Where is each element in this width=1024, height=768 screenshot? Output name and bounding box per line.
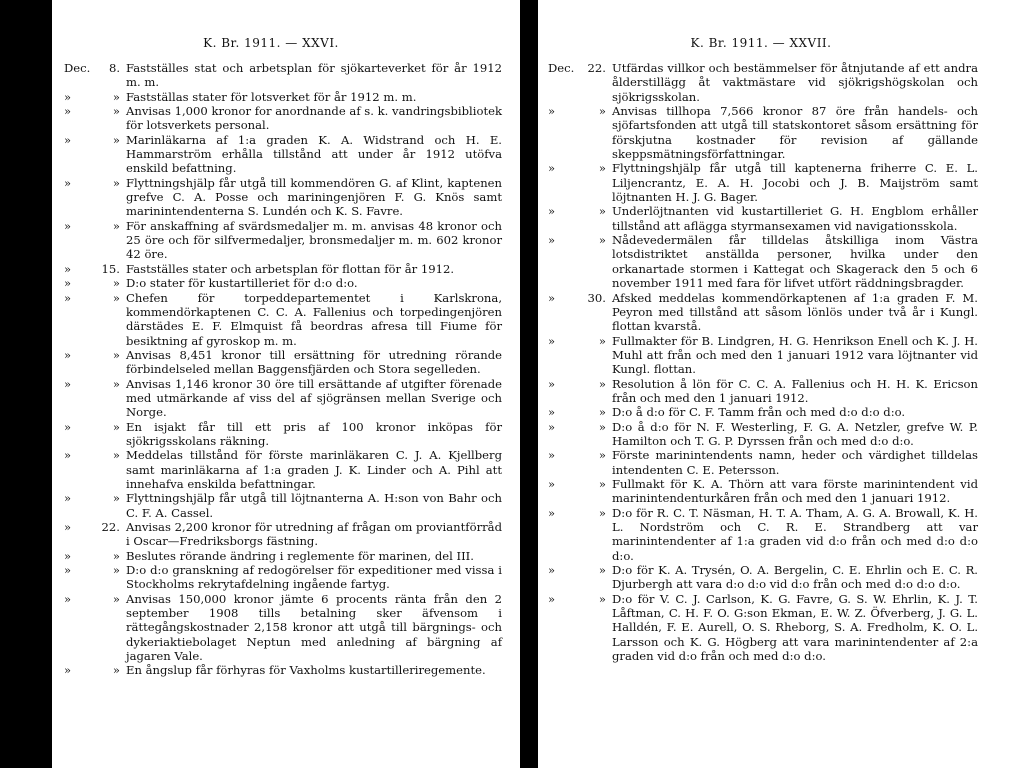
entry-text: Flyttningshjälp får utgå till löjtnanterna A. H:son von Bahr och C. F. A. Cassel. bbox=[126, 491, 502, 520]
entry-day: » bbox=[112, 175, 120, 190]
entry-month: » bbox=[64, 175, 72, 190]
list-item bbox=[538, 420, 1024, 449]
list-item bbox=[538, 291, 1024, 334]
entry-month: » bbox=[64, 347, 72, 362]
entry-text: Fastställes stat och arbetsplan för sjökarteverket för år 1912 m. m. bbox=[126, 61, 502, 90]
entry-month: » bbox=[64, 591, 72, 606]
entry-text: Chefen för torpeddepartementet i Karlskrona, kommendörkaptenen C. C. A. Fallenius och torpedingenjören därstädes E. F. Elmquist få beordras afresa till Fiume för besiktning af gyroskop m. m. bbox=[126, 290, 502, 348]
list-item bbox=[538, 506, 1024, 563]
entry-month: » bbox=[548, 161, 556, 176]
entry-month: » bbox=[64, 419, 72, 434]
entry-text: Fastställes stater och arbetsplan för flottan för år 1912. bbox=[126, 261, 455, 276]
list-item bbox=[52, 176, 520, 219]
entry-day: » bbox=[598, 563, 606, 578]
list-item bbox=[52, 61, 520, 90]
entry-month: » bbox=[548, 563, 556, 578]
entry-text: Anvisas 1,000 kronor for anordnande af s. k. vandringsbibliotek för lotsverkets personal. bbox=[126, 104, 502, 133]
entry-text: D:o d:o granskning af redogörelser för expeditioner med vissa i Stockholms rekrytafdelning ingående fartyg. bbox=[126, 563, 502, 592]
entry-day: » bbox=[112, 419, 120, 434]
entry-month: » bbox=[548, 591, 556, 606]
entry-text: En ångslup får förhyras för Vaxholms kustartilleriregemente. bbox=[126, 663, 486, 678]
entry-month: » bbox=[548, 448, 556, 463]
list-item bbox=[52, 448, 520, 491]
right-entry-list bbox=[538, 61, 1024, 663]
entry-month: » bbox=[64, 290, 72, 305]
entry-day: » bbox=[112, 663, 120, 678]
list-item bbox=[52, 348, 520, 377]
entry-month: » bbox=[64, 548, 72, 563]
entry-month: » bbox=[548, 419, 556, 434]
entry-text: Underlöjtnanten vid kustartilleriet G. H. Engblom erhåller tillstånd att aflägga styrmansexamen vid navigationsskola. bbox=[612, 204, 978, 233]
entry-text: Meddelas tillstånd för förste marinläkaren C. J. A. Kjellberg samt marinläkarna af 1:a graden J. K. Linder och A. Pihl att innehafva enskilda befattningar. bbox=[126, 448, 502, 491]
entry-month: » bbox=[548, 233, 556, 248]
list-item bbox=[538, 334, 1024, 377]
entry-month: » bbox=[64, 104, 72, 119]
list-item bbox=[538, 377, 1024, 406]
entry-text: En isjakt får till ett pris af 100 kronor inköpas för sjökrigsskolans räkning. bbox=[126, 419, 502, 448]
entry-month: » bbox=[64, 376, 72, 391]
entry-day: » bbox=[598, 405, 606, 420]
entry-day: 30. bbox=[587, 290, 606, 305]
entry-day: » bbox=[112, 104, 120, 119]
list-item bbox=[538, 592, 1024, 664]
entry-text: Resolution å lön för C. C. A. Fallenius och H. H. K. Ericson från och med den 1 januari 1912. bbox=[612, 376, 978, 405]
scan-border-left bbox=[0, 0, 52, 768]
entry-month: » bbox=[548, 476, 556, 491]
entry-day: » bbox=[598, 505, 606, 520]
entry-month: » bbox=[548, 405, 556, 420]
entry-day: » bbox=[112, 563, 120, 578]
list-item bbox=[52, 377, 520, 420]
entry-day: » bbox=[112, 276, 120, 291]
entry-month: » bbox=[548, 204, 556, 219]
list-item bbox=[52, 291, 520, 348]
entry-text: D:o å d:o för N. F. Westerling, F. G. A. Netzler, grefve W. P. Hamilton och T. G. P. Dyrssen från och med d:o d:o. bbox=[612, 419, 978, 448]
entry-text: Afsked meddelas kommendörkaptenen af 1:a graden F. M. Peyron med tillstånd att såsom lönlös under två år i Kungl. flottan kvarstå. bbox=[612, 290, 978, 334]
right-page bbox=[538, 0, 1024, 768]
entry-day: » bbox=[598, 476, 606, 491]
list-item bbox=[52, 262, 520, 276]
entry-text: Förste marinintendents namn, heder och värdighet tilldelas intendenten C. E. Petersson. bbox=[612, 448, 978, 477]
entry-month: » bbox=[64, 491, 72, 506]
entry-month: » bbox=[64, 261, 72, 276]
entry-day: » bbox=[598, 204, 606, 219]
scan-gutter bbox=[520, 0, 538, 768]
list-item bbox=[52, 276, 520, 290]
entry-day: » bbox=[112, 491, 120, 506]
entry-month: » bbox=[548, 376, 556, 391]
entry-day: » bbox=[112, 448, 120, 463]
list-item bbox=[52, 133, 520, 176]
entry-text: För anskaffning af svärdsmedaljer m. m. anvisas 48 kronor och 25 öre och för silfvermedaljer, bronsmedaljer m. m. 602 kronor 42 öre. bbox=[126, 218, 502, 262]
entry-day: » bbox=[112, 548, 120, 563]
entry-text: Utfärdas villkor och bestämmelser för åtnjutande af ett andra ålderstillägg åt vaktmästare vid sjökrigshögskolan och sjökrigsskolan. bbox=[612, 61, 978, 104]
entry-day: » bbox=[112, 376, 120, 391]
list-item bbox=[52, 420, 520, 449]
entry-month: » bbox=[64, 520, 72, 534]
entry-text: Anvisas 150,000 kronor jämte 6 procents ränta från den 2 september 1908 tills betalning sker äfvensom i rättegångskostnader 2,158 kronor att utgå till bärgnings- och dykeriaktiebolaget Neptun med anledning af bärgning af jagaren Vale. bbox=[126, 591, 502, 664]
entry-month: » bbox=[64, 663, 72, 678]
entry-day: » bbox=[112, 347, 120, 362]
entry-text: Anvisas 1,146 kronor 30 öre till ersättande af utgifter förenade med utmärkande af viss del af sjögränsen mellan Sverige och Norge. bbox=[126, 376, 502, 420]
list-item bbox=[52, 219, 520, 262]
entry-text: Fullmakt för K. A. Thörn att vara förste marinintendent vid marinintendenturkåren från och med den 1 januari 1912. bbox=[612, 476, 978, 506]
entry-day: » bbox=[112, 89, 120, 104]
entry-text: Fullmakter för B. Lindgren, H. G. Henrikson Enell och K. J. H. Muhl att från och med den 1 januari 1912 vara löjtnanter vid Kungl. flottan. bbox=[612, 333, 978, 377]
entry-text: D:o stater för kustartilleriet för d:o d:o. bbox=[126, 276, 358, 291]
list-item bbox=[538, 405, 1024, 419]
entry-day: » bbox=[112, 132, 120, 147]
entry-day: » bbox=[598, 591, 606, 606]
entry-day: » bbox=[598, 448, 606, 463]
left-page bbox=[52, 0, 520, 768]
right-page-header: K. Br. 1911. — XXVII. bbox=[690, 36, 832, 50]
entry-day: » bbox=[112, 591, 120, 606]
entry-day: 8. bbox=[108, 61, 120, 75]
list-item bbox=[52, 104, 520, 133]
list-item bbox=[52, 549, 520, 563]
entry-text: Marinläkarna af 1:a graden K. A. Widstrand och H. E. Hammarström erhålla tillstånd att under år 1912 utöfva enskild befattning. bbox=[126, 132, 502, 176]
entry-month: Dec. bbox=[548, 61, 575, 75]
entry-text: Beslutes rörande ändring i reglemente för marinen, del III. bbox=[126, 548, 474, 563]
entry-month: » bbox=[64, 276, 72, 291]
entry-day: » bbox=[598, 161, 606, 176]
entry-day: » bbox=[598, 104, 606, 119]
entry-text: Anvisas 8,451 kronor till ersättning för utredning rörande förbindelseled mellan Baggensfjärden och Stora segelleden. bbox=[126, 347, 502, 377]
entry-day: » bbox=[598, 233, 606, 248]
left-page-header: K. Br. 1911. — XXVI. bbox=[203, 36, 339, 50]
entry-month: » bbox=[548, 333, 556, 348]
list-item bbox=[52, 663, 520, 677]
entry-day: 15. bbox=[101, 261, 120, 276]
list-item bbox=[538, 477, 1024, 506]
list-item bbox=[538, 161, 1024, 204]
entry-day: » bbox=[598, 333, 606, 348]
list-item bbox=[52, 520, 520, 549]
entry-month: » bbox=[64, 563, 72, 578]
entry-text: Flyttningshjälp får utgå till kaptenerna friherre C. E. L. Liljencrantz, E. A. H. Jocobi och J. B. Maijström samt löjtnanten H. J. G. Bager. bbox=[612, 161, 978, 205]
list-item bbox=[538, 61, 1024, 104]
entry-text: Anvisas tillhopa 7,566 kronor 87 öre från handels- och sjöfartsfonden att utgå till statskontoret såsom ersättning för förskjutna kostnader för revision af gällande skeppsmätningsförfattningar. bbox=[612, 104, 978, 162]
list-item bbox=[538, 448, 1024, 477]
entry-month: » bbox=[548, 505, 556, 520]
entry-month: » bbox=[64, 132, 72, 147]
entry-text: Fastställas stater för lotsverket för år 1912 m. m. bbox=[126, 89, 417, 104]
list-item bbox=[538, 104, 1024, 161]
entry-day: » bbox=[112, 218, 120, 233]
entry-day: » bbox=[598, 376, 606, 391]
entry-day: » bbox=[598, 419, 606, 434]
entry-text: D:o för R. C. T. Näsman, H. T. A. Tham, A. G. A. Browall, K. H. L. Nordström och C. R. E. Strandberg att var marinintendenter af 1:a graden vid d:o från och med d:o d:o d:o. bbox=[612, 505, 978, 563]
entry-month: » bbox=[64, 448, 72, 463]
list-item bbox=[538, 233, 1024, 290]
entry-text: Flyttningshjälp får utgå till kommendören G. af Klint, kaptenen grefve C. A. Posse och mariningenjören F. G. Knös samt marinintendenterna S. Lundén och K. S. Favre. bbox=[126, 175, 502, 219]
entry-month: » bbox=[64, 89, 72, 104]
entry-text: D:o å d:o för C. F. Tamm från och med d:o d:o d:o. bbox=[612, 405, 906, 420]
list-item bbox=[538, 563, 1024, 592]
entry-text: D:o för K. A. Trysén, O. A. Bergelin, C. E. Ehrlin och E. C. R. Djurbergh att vara d:o d:o vid d:o från och med d:o d:o d:o. bbox=[612, 563, 978, 592]
entry-month: » bbox=[548, 290, 556, 305]
entry-day: » bbox=[112, 290, 120, 305]
entry-day: 22. bbox=[587, 61, 606, 75]
entry-month: » bbox=[64, 218, 72, 233]
entry-month: » bbox=[548, 104, 556, 119]
entry-month: Dec. bbox=[64, 61, 91, 75]
list-item bbox=[52, 592, 520, 664]
list-item bbox=[52, 90, 520, 104]
entry-text: D:o för V. C. J. Carlson, K. G. Favre, G. S. W. Ehrlin, K. J. T. Låftman, C. H. F. O. G:son Ekman, E. W. Z. Öfverberg, J. G. L. Halldén, F. E. Aurell, O. S. Rheborg, S. A. Fredholm, K. O. L. Larsson och K. G. Högberg att vara marinintendenter af 2:a graden vid d:o från och med d:o d:o. bbox=[612, 591, 978, 664]
entry-day: 22. bbox=[101, 520, 120, 534]
entry-text: Nådevedermälen får tilldelas åtskilliga inom Västra lotsdistriktet anställda personer, hvilka under den orkanartade stormen i Kattegat och Skagerack den 5 och 6 november 1911 med fara för lifvet utfört räddningsbragder. bbox=[612, 233, 978, 291]
left-entry-list bbox=[52, 61, 520, 678]
list-item bbox=[52, 563, 520, 592]
list-item bbox=[538, 204, 1024, 233]
entry-text: Anvisas 2,200 kronor för utredning af frågan om proviantförråd i Oscar—Fredriksborgs fästning. bbox=[126, 520, 502, 549]
list-item bbox=[52, 491, 520, 520]
